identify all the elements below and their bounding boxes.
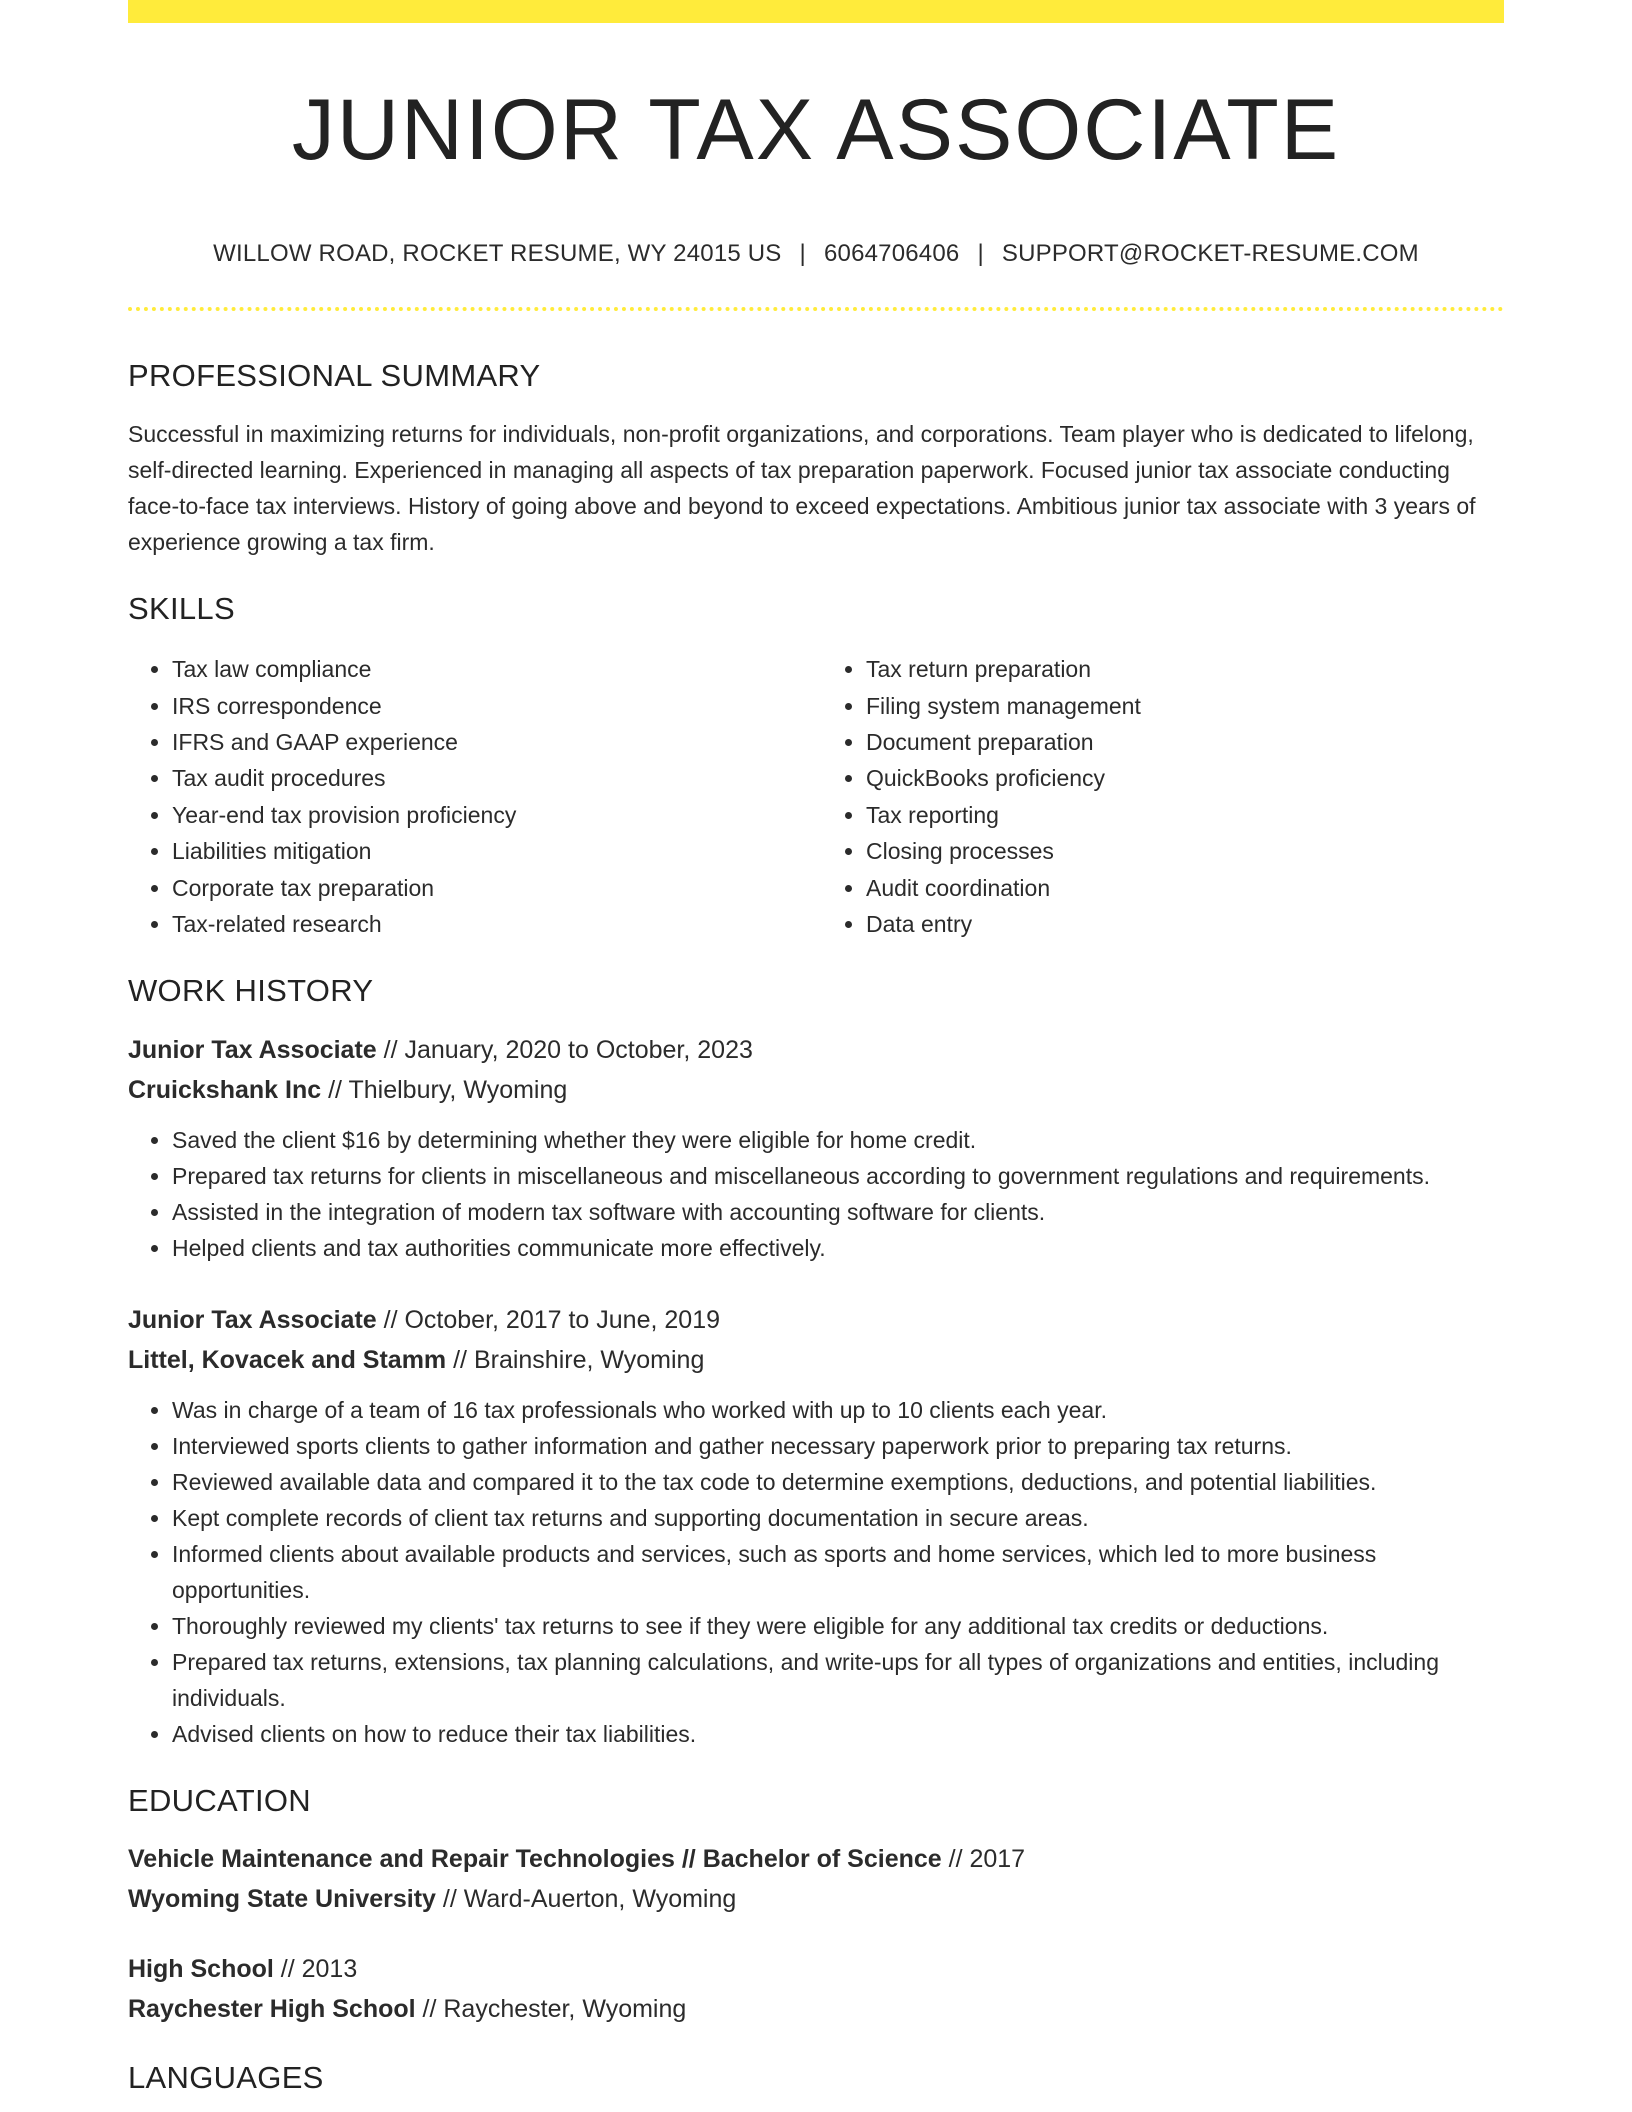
resume-content — [128, 23, 1504, 2096]
education-school-line — [128, 1879, 1504, 1919]
job-bullet: • Assisted in the integration of modern tax software with accounting software for clients. — [172, 1194, 1504, 1230]
skill-item: • Data entry — [866, 906, 1504, 942]
languages-heading: LANGUAGES — [128, 2059, 324, 2095]
resume-title: JUNIOR TAX ASSOCIATE — [291, 82, 1341, 178]
job-entry — [128, 1300, 1504, 1752]
skill-item: • Tax audit procedures — [172, 760, 816, 796]
skill-item: • Tax reporting — [866, 797, 1504, 833]
skill-item: • Closing processes — [866, 833, 1504, 869]
skill-item: • Tax return preparation — [866, 651, 1504, 687]
job-role-line — [128, 1300, 1504, 1340]
job-bullets — [128, 1392, 1504, 1752]
job-entry — [128, 1030, 1504, 1266]
job-bullet: • Kept complete records of client tax returns and supporting documentation in secure areas. — [172, 1500, 1504, 1536]
education-heading: EDUCATION — [128, 1782, 311, 1818]
job-role: Junior Tax Associate — [128, 1035, 377, 1064]
job-location: // Thielbury, Wyoming — [321, 1075, 568, 1104]
contact-separator: | — [799, 239, 806, 267]
contact-email: SUPPORT@ROCKET-RESUME.COM — [1001, 239, 1419, 267]
job-company: Cruickshank Inc — [128, 1075, 322, 1104]
skill-item: • Document preparation — [866, 724, 1504, 760]
skills-heading: SKILLS — [128, 590, 235, 626]
education-degree-line — [128, 1949, 1504, 1989]
job-bullet: • Reviewed available data and compared it to the tax code to determine exemptions, deductions, and potential liabilities. — [172, 1464, 1504, 1500]
contact-separator: | — [977, 239, 984, 267]
skill-item: • QuickBooks proficiency — [866, 760, 1504, 796]
job-bullet: • Was in charge of a team of 16 tax professionals who worked with up to 10 clients each year. — [172, 1392, 1504, 1428]
skill-item: • Filing system management — [866, 688, 1504, 724]
job-bullet: • Advised clients on how to reduce their tax liabilities. — [172, 1716, 1504, 1752]
summary-text: Successful in maximizing returns for individuals, non-profit organizations, and corporations. Team player who is dedicated to lifelong, self-directed learning. Experienced in managing all aspects of tax preparation paperwork. Focused junior tax associate conducting face-to-face tax interviews. History of going above and beyond to exceed expectations. Ambitious junior tax associate with 3 years of experience growing a tax firm. — [128, 420, 1476, 555]
education-school: Wyoming State University — [128, 1884, 436, 1913]
job-bullet: • Helped clients and tax authorities communicate more effectively. — [172, 1230, 1504, 1266]
summary-heading: PROFESSIONAL SUMMARY — [128, 357, 541, 393]
skill-item: • IRS correspondence — [172, 688, 816, 724]
education-degree: Vehicle Maintenance and Repair Technologies // Bachelor of Science — [128, 1844, 942, 1873]
job-bullet: • Thoroughly reviewed my clients' tax returns to see if they were eligible for any additional tax credits or deductions. — [172, 1608, 1504, 1644]
education-location: // Raychester, Wyoming — [415, 1994, 687, 2023]
education-entry — [128, 1839, 1504, 1919]
job-bullet: • Interviewed sports clients to gather information and gather necessary paperwork prior to preparing tax returns. — [172, 1428, 1504, 1464]
skill-item: • Tax-related research — [172, 906, 816, 942]
skills-grid — [128, 651, 1504, 942]
work-history-heading: WORK HISTORY — [128, 973, 374, 1009]
accent-bar — [128, 0, 1504, 23]
job-company-line — [128, 1070, 1504, 1110]
contact-address: WILLOW ROAD, ROCKET RESUME, WY 24015 US — [213, 239, 782, 267]
education-year: // 2017 — [941, 1844, 1026, 1873]
skills-list-right — [816, 651, 1504, 942]
skill-item: • Year-end tax provision proficiency — [172, 797, 816, 833]
skill-item: • Audit coordination — [866, 870, 1504, 906]
skill-item: • Tax law compliance — [172, 651, 816, 687]
job-company: Littel, Kovacek and Stamm — [128, 1345, 447, 1374]
job-bullets — [128, 1122, 1504, 1266]
education-school-line — [128, 1989, 1504, 2029]
education-entry — [128, 1949, 1504, 2029]
job-bullet: • Saved the client $16 by determining whether they were eligible for home credit. — [172, 1122, 1504, 1158]
education-degree: High School — [128, 1954, 274, 1983]
skill-item: • IFRS and GAAP experience — [172, 724, 816, 760]
job-company-line — [128, 1340, 1504, 1380]
education-school: Raychester High School — [128, 1994, 416, 2023]
job-bullet: • Informed clients about available products and services, such as sports and home services, which led to more business opportunities. — [172, 1536, 1504, 1608]
education-location: // Ward-Auerton, Wyoming — [435, 1884, 737, 1913]
skills-list-left — [128, 651, 816, 942]
job-dates: // October, 2017 to June, 2019 — [376, 1305, 721, 1334]
job-location: // Brainshire, Wyoming — [446, 1345, 705, 1374]
job-bullet: • Prepared tax returns for clients in miscellaneous and miscellaneous according to government regulations and requirements. — [172, 1158, 1504, 1194]
skill-item: • Liabilities mitigation — [172, 833, 816, 869]
dotted-divider — [128, 307, 1504, 311]
job-dates: // January, 2020 to October, 2023 — [376, 1035, 753, 1064]
education-degree-line — [128, 1839, 1504, 1879]
skill-item: • Corporate tax preparation — [172, 870, 816, 906]
contact-line — [128, 238, 1504, 269]
job-role: Junior Tax Associate — [128, 1305, 377, 1334]
job-bullet: • Prepared tax returns, extensions, tax planning calculations, and write-ups for all types of organizations and entities, including individuals. — [172, 1644, 1504, 1716]
job-role-line — [128, 1030, 1504, 1070]
education-year: // 2013 — [273, 1954, 358, 1983]
contact-phone: 6064706406 — [823, 239, 960, 267]
